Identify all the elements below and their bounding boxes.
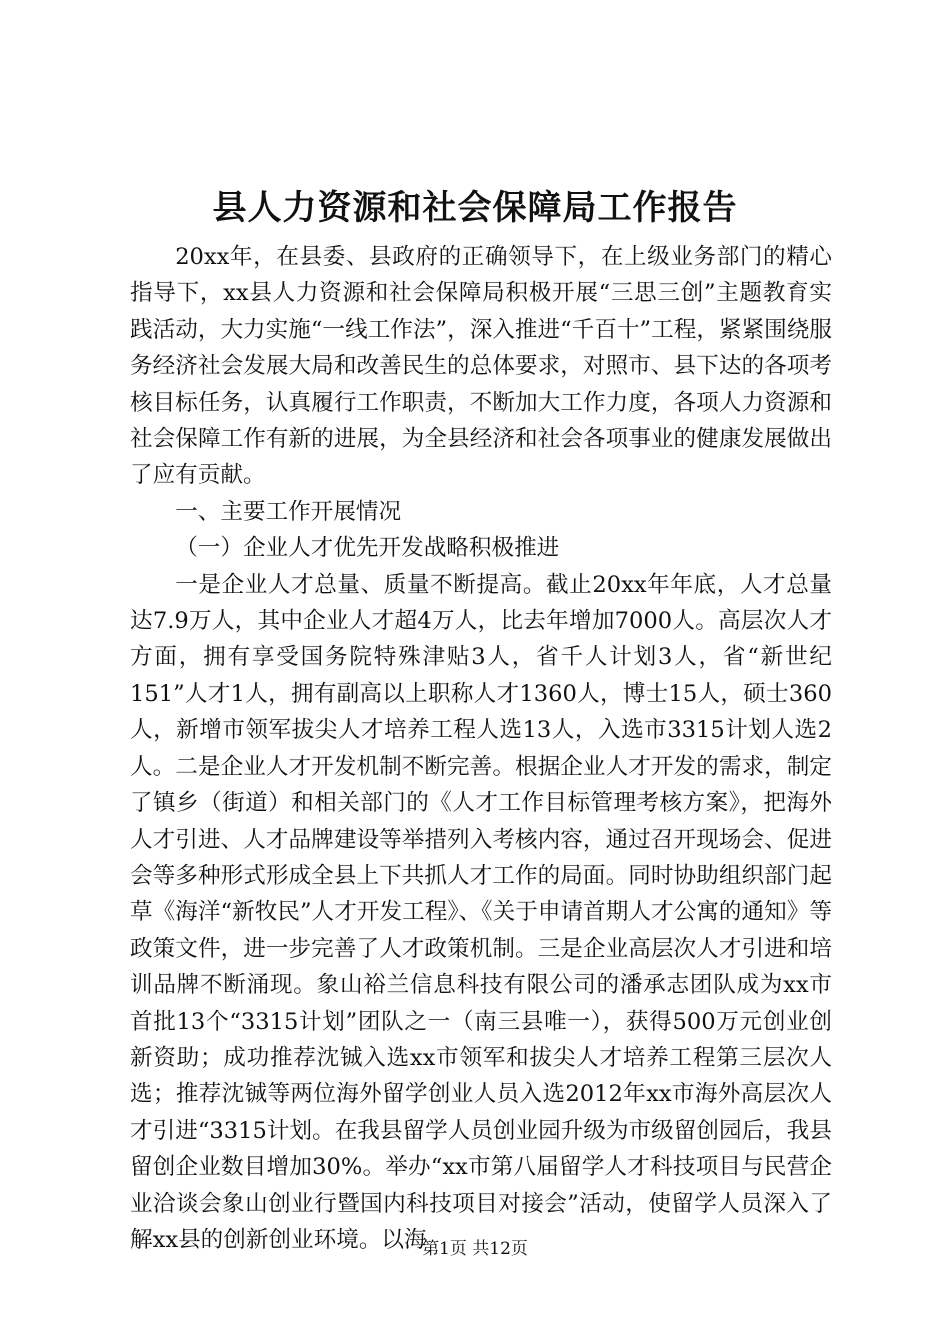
subsection-heading: （一）企业人才优先开发战略积极推进 (175, 535, 560, 562)
page-footer: 第1页 共12页 (422, 1239, 528, 1259)
paragraph-intro: 20xx年，在县委、县政府的正确领导下，在上级业务部门的精心指导下，xx县人力资源和社会保障局积极开展“三思三创”主题教育实践活动，大力实施“一线工作法”，深入推进“千百十”工程，紧紧围绕服务经济社会发展大局和改善民生的总体要求，对照市、县下达的各项考核目标任务，认真履行工作职责，不断加大工作力度，各项人力资源和社会保障工作有新的进展，为全县经济和社会各项事业的健康发展做出了应有贡献。 (130, 244, 832, 489)
document-title: 县人力资源和社会保障局工作报告 (212, 188, 738, 228)
paragraph-talent: 一是企业人才总量、质量不断提高。截止20xx年年底，人才总量达7.9万人，其中企业人才超4万人，比去年增加7000人。高层次人才方面，拥有享受国务院特殊津贴3人，省千人计划3人，省“新世纪151”人才1人，拥有副高以上职称人才1360人，博士15人，硕士360人，新增市领军拔尖人才培养工程人选13人，入选市3315计划人选2人。二是企业人才开发机制不断完善。根据企业人才开发的需求，制定了镇乡（街道）和相关部门的《人才工作目标管理考核方案》，把海外人才引进、人才品牌建设等举措列入考核内容，通过召开现场会、促进会等多种形式形成全县上下共抓人才工作的局面。同时协助组织部门起草《海洋“新牧民”人才开发工程》、《关于申请首期人才公寓的通知》等政策文件，进一步完善了人才政策机制。三是企业高层次人才引进和培训品牌不断涌现。象山裕兰信息科技有限公司的潘承志团队成为xx市首批13个“3315计划”团队之一（南三县唯一），获得500万元创业创新资助；成功推荐沈铖入选xx市领军和拔尖人才培养工程第三层次人选；推荐沈铖等两位海外留学创业人员入选2012年xx市海外高层次人才引进“3315计划。在我县留学人员创业园升级为市级留创园后，我县留创企业数目增加30%。举办“xx市第八届留学人才科技项目与民营企业洽谈会象山创业行暨国内科技项目对接会”活动，使留学人员深入了解xx县的创新创业环境。以海 (130, 571, 832, 1253)
document-body (130, 239, 832, 1258)
section-heading: 一、主要工作开展情况 (175, 498, 402, 525)
